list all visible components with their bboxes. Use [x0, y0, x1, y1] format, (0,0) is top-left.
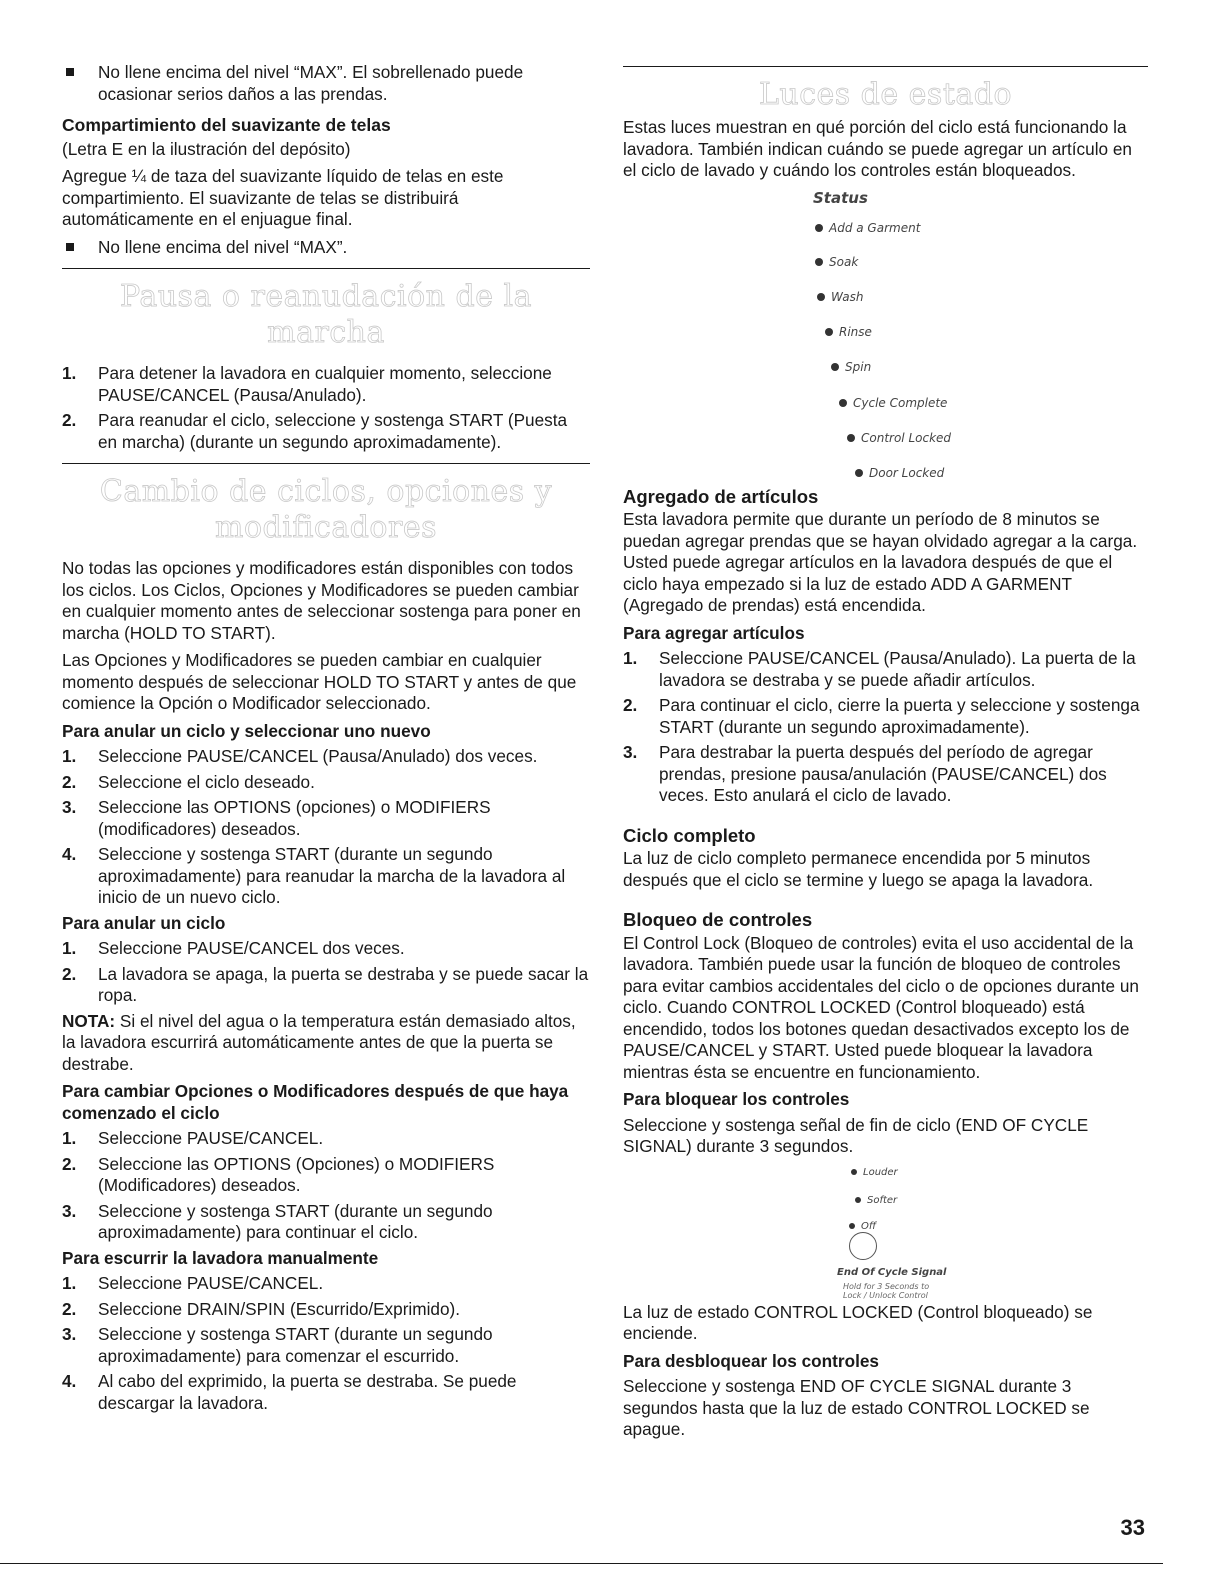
step-text: La lavadora se apaga, la puerta se destraba y se puede sacar la ropa.	[98, 963, 589, 1005]
step-text: Seleccione las OPTIONS (opciones) o MODIFIERS (modificadores) deseados.	[98, 797, 491, 839]
status-light-label: Cycle Complete	[853, 395, 948, 410]
list-item	[62, 1128, 590, 1150]
softener-subheading: (Letra E en la ilustración del depósito)	[62, 138, 351, 159]
signal-subcaption: Lock / Unlock Control	[843, 1290, 928, 1300]
note-label: NOTA:	[62, 1010, 116, 1031]
add-steps	[623, 648, 1148, 807]
step-text: Para destrabar la puerta después del período de agregar prendas, presione pausa/anulación (PAUSE/CANCEL) dos veces. Esto anulará el ciclo de lavado.	[659, 742, 1107, 805]
status-light-rinse	[825, 322, 872, 344]
bullet-item	[62, 237, 590, 259]
step-text: Para detener la lavadora en cualquier momento, seleccione PAUSE/CANCEL (Pausa/Anulado).	[98, 363, 552, 405]
section-title-pause: Pausa o reanudación de la marcha	[120, 279, 532, 350]
status-light-label: Control Locked	[861, 430, 952, 445]
list-item	[62, 1273, 590, 1295]
status-lights-panel	[813, 188, 1013, 478]
indicator-light-icon	[855, 1197, 861, 1203]
step-number: 2.	[62, 771, 77, 792]
cycle-complete-body: La luz de ciclo completo permanece encendida por 5 minutos después que el ciclo se termine y luego se apaga la lavadora.	[623, 848, 1094, 890]
signal-subcaption: Hold for 3 Seconds to	[843, 1281, 930, 1291]
step-text: Para continuar el ciclo, cierre la puerta y seleccione y sostenga START (durante un segundo aproximadamente).	[659, 695, 1140, 737]
pause-steps	[62, 363, 590, 453]
step-text: Seleccione PAUSE/CANCEL.	[98, 1273, 324, 1293]
step-text: Seleccione el ciclo deseado.	[98, 771, 315, 792]
step-number: 3.	[62, 797, 77, 817]
lock-steps-heading: Para bloquear los controles	[623, 1089, 850, 1109]
step-number: 3.	[62, 1324, 77, 1344]
end-of-cycle-signal-button[interactable]	[849, 1232, 877, 1260]
left-column	[62, 0, 590, 1418]
indicator-light-icon	[847, 434, 855, 442]
status-body: Estas luces muestran en qué porción del ciclo está funcionando la lavadora. También indican cuándo se puede agregar un artículo en el ciclo de lavado y cuándo los controles están bloqueados.	[623, 117, 1132, 180]
list-item	[623, 695, 1148, 738]
unlock-body: Seleccione y sostenga END OF CYCLE SIGNAL durante 3 segundos hasta que la luz de estado CONTROL LOCKED se apague.	[623, 1376, 1090, 1439]
step-number: 3.	[62, 1200, 77, 1221]
step-text: Seleccione y sostenga START (durante un segundo aproximadamente) para reanudar la marcha de la lavadora al inicio de un nuevo ciclo.	[98, 844, 566, 907]
square-bullet-icon	[66, 68, 74, 76]
list-item	[62, 797, 590, 840]
status-light-control-locked	[847, 428, 951, 450]
drain-heading: Para escurrir la lavadora manualmente	[62, 1247, 379, 1268]
list-item	[62, 964, 590, 1007]
footer-rule	[0, 1563, 1163, 1564]
signal-level-label: Softer	[867, 1194, 898, 1206]
status-panel-title: Status	[813, 188, 868, 207]
status-light-label: Add a Garment	[829, 220, 921, 235]
add-steps-heading: Para agregar artículos	[623, 622, 805, 643]
step-number: 1.	[62, 746, 77, 766]
status-light-door-locked	[855, 463, 944, 485]
indicator-light-icon	[855, 469, 863, 477]
step-text: Seleccione PAUSE/CANCEL (Pausa/Anulado). La puerta de la lavadora se destraba y se puede añadir artículos.	[659, 648, 1136, 690]
indicator-light-icon	[815, 224, 823, 232]
softener-body: Agregue ¼ de taza del suavizante líquido de telas en este compartimiento. El suavizante de telas se distribuirá automáticamente en el enjuague final.	[62, 166, 504, 229]
status-light-label: Soak	[829, 254, 859, 269]
unlock-heading: Para desbloquear los controles	[623, 1350, 879, 1371]
step-text: Seleccione PAUSE/CANCEL dos veces.	[98, 938, 405, 958]
indicator-light-icon	[815, 258, 823, 266]
list-item	[623, 742, 1148, 807]
signal-level-label: Off	[861, 1220, 877, 1232]
list-item	[62, 1201, 590, 1244]
status-light-spin	[831, 357, 871, 379]
after-start-heading: Para cambiar Opciones o Modificadores después de que haya comenzado el ciclo	[62, 1081, 569, 1123]
step-number: 4.	[62, 844, 77, 864]
step-text: Seleccione y sostenga START (durante un segundo aproximadamente) para continuar el ciclo.	[98, 1200, 493, 1242]
add-garment-body: Esta lavadora permite que durante un período de 8 minutos se puedan agregar prendas que se hayan olvidado agregar a la carga. Usted puede agregar artículos en la lavadora después de que el ciclo haya empezado si la luz de estado ADD A GARMENT (Agregado de prendas) está encendida.	[623, 509, 1138, 615]
new-cycle-heading: Para anular un ciclo y seleccionar uno nuevo	[62, 720, 431, 741]
indicator-light-icon	[849, 1223, 855, 1229]
step-number: 2.	[62, 410, 77, 430]
status-light-label: Door Locked	[869, 465, 945, 480]
end-of-cycle-signal-panel	[837, 1158, 983, 1318]
section-divider	[623, 66, 1148, 67]
step-text: Seleccione las OPTIONS (Opciones) o MODIFIERS (Modificadores) deseados.	[98, 1153, 495, 1195]
bullet-text: No llene encima del nivel “MAX”. El sobrellenado puede ocasionar serios daños a las prendas.	[98, 62, 524, 104]
change-paragraph-2: Las Opciones y Modificadores se pueden cambiar en cualquier momento después de seleccionar HOLD TO START y antes de que comience la Opción o Modificador seleccionado.	[62, 650, 577, 713]
step-number: 1.	[62, 1273, 77, 1293]
step-number: 1.	[62, 363, 77, 383]
page-number: 33	[1120, 1515, 1145, 1540]
list-item	[62, 1371, 590, 1414]
note-text: Si el nivel del agua o la temperatura están demasiado altos, la lavadora escurrirá automáticamente antes de que la puerta se destrabe.	[62, 1010, 576, 1074]
step-text: Seleccione y sostenga START (durante un segundo aproximadamente) para comenzar el escurrido.	[98, 1324, 493, 1366]
list-item	[62, 844, 590, 909]
step-text: Para reanudar el ciclo, seleccione y sostenga START (Puesta en marcha) (durante un segundo aproximadamente).	[98, 410, 568, 452]
right-column	[623, 0, 1148, 1447]
step-number: 2.	[62, 963, 77, 984]
list-item	[62, 1324, 590, 1367]
step-text: Al cabo del exprimido, la puerta se destraba. Se puede descargar la lavadora.	[98, 1371, 517, 1413]
signal-level-label: Louder	[863, 1166, 898, 1178]
signal-level-louder	[851, 1162, 898, 1184]
cancel-cycle-steps	[62, 938, 590, 1007]
change-paragraph-1: No todas las opciones y modificadores están disponibles con todos los ciclos. Los Ciclos, Opciones y Modificadores se pueden cambiar en cualquier momento antes de seleccionar sostenga para poner en marcha (HOLD TO START).	[62, 558, 581, 643]
square-bullet-icon	[66, 243, 74, 251]
section-divider	[62, 268, 590, 269]
step-text: Seleccione PAUSE/CANCEL.	[98, 1128, 324, 1148]
list-item	[623, 648, 1148, 691]
step-number: 1.	[623, 648, 638, 668]
list-item	[62, 772, 590, 794]
list-item	[62, 1299, 590, 1321]
status-light-add-garment	[815, 218, 920, 240]
step-number: 2.	[623, 695, 638, 715]
section-divider	[62, 463, 590, 464]
list-item	[62, 938, 590, 960]
list-item	[62, 363, 590, 406]
drain-steps	[62, 1273, 590, 1414]
list-item	[62, 746, 590, 768]
add-garment-heading: Agregado de artículos	[623, 485, 819, 507]
status-light-cycle-complete	[839, 393, 947, 415]
section-title-status: Luces de estado	[758, 77, 1013, 112]
list-item	[62, 1154, 590, 1197]
indicator-light-icon	[839, 399, 847, 407]
step-text: Seleccione DRAIN/SPIN (Escurrido/Exprimido).	[98, 1298, 461, 1319]
signal-level-softer	[855, 1190, 897, 1212]
cancel-cycle-heading: Para anular un ciclo	[62, 912, 226, 933]
step-number: 1.	[62, 938, 77, 958]
step-number: 2.	[62, 1153, 77, 1174]
indicator-light-icon	[825, 328, 833, 336]
status-light-soak	[815, 252, 858, 274]
step-text: Seleccione PAUSE/CANCEL (Pausa/Anulado) dos veces.	[98, 746, 538, 766]
indicator-light-icon	[851, 1169, 857, 1175]
note	[62, 1011, 590, 1076]
bullet-item	[62, 62, 590, 105]
new-cycle-steps	[62, 746, 590, 909]
step-number: 3.	[623, 742, 638, 762]
lock-steps-body: Seleccione y sostenga señal de fin de ciclo (END OF CYCLE SIGNAL) durante 3 segundos.	[623, 1114, 1089, 1156]
signal-caption: End Of Cycle Signal	[837, 1266, 947, 1278]
step-number: 2.	[62, 1298, 77, 1319]
indicator-light-icon	[831, 363, 839, 371]
status-light-wash	[817, 287, 863, 309]
status-light-label: Wash	[831, 289, 864, 304]
softener-heading: Compartimiento del suavizante de telas	[62, 115, 391, 135]
status-light-label: Spin	[845, 359, 872, 374]
bullet-text: No llene encima del nivel “MAX”.	[98, 236, 348, 257]
list-item	[62, 410, 590, 453]
step-number: 1.	[62, 1128, 77, 1148]
control-lock-heading: Bloqueo de controles	[623, 909, 813, 930]
control-lock-body: El Control Lock (Bloqueo de controles) evita el uso accidental de la lavadora. También puede usar la función de bloqueo de controles para evitar cambios accidentales del ciclo o de opciones durante un ciclo. Cuando CONTROL LOCKED (Control bloqueado) está encendido, todos los botones quedan desactivados excepto los de PAUSE/CANCEL y START. Usted puede bloquear la lavadora mientras ésta se encuentre en funcionamiento.	[623, 932, 1139, 1082]
step-number: 4.	[62, 1371, 77, 1391]
status-light-label: Rinse	[839, 324, 872, 339]
section-title-change: Cambio de ciclos, opciones y modificadores	[99, 474, 553, 545]
after-start-steps	[62, 1128, 590, 1244]
after-lock-text: La luz de estado CONTROL LOCKED (Control bloqueado) se enciende.	[623, 1301, 1093, 1343]
indicator-light-icon	[817, 293, 825, 301]
cycle-complete-heading: Ciclo completo	[623, 824, 756, 846]
